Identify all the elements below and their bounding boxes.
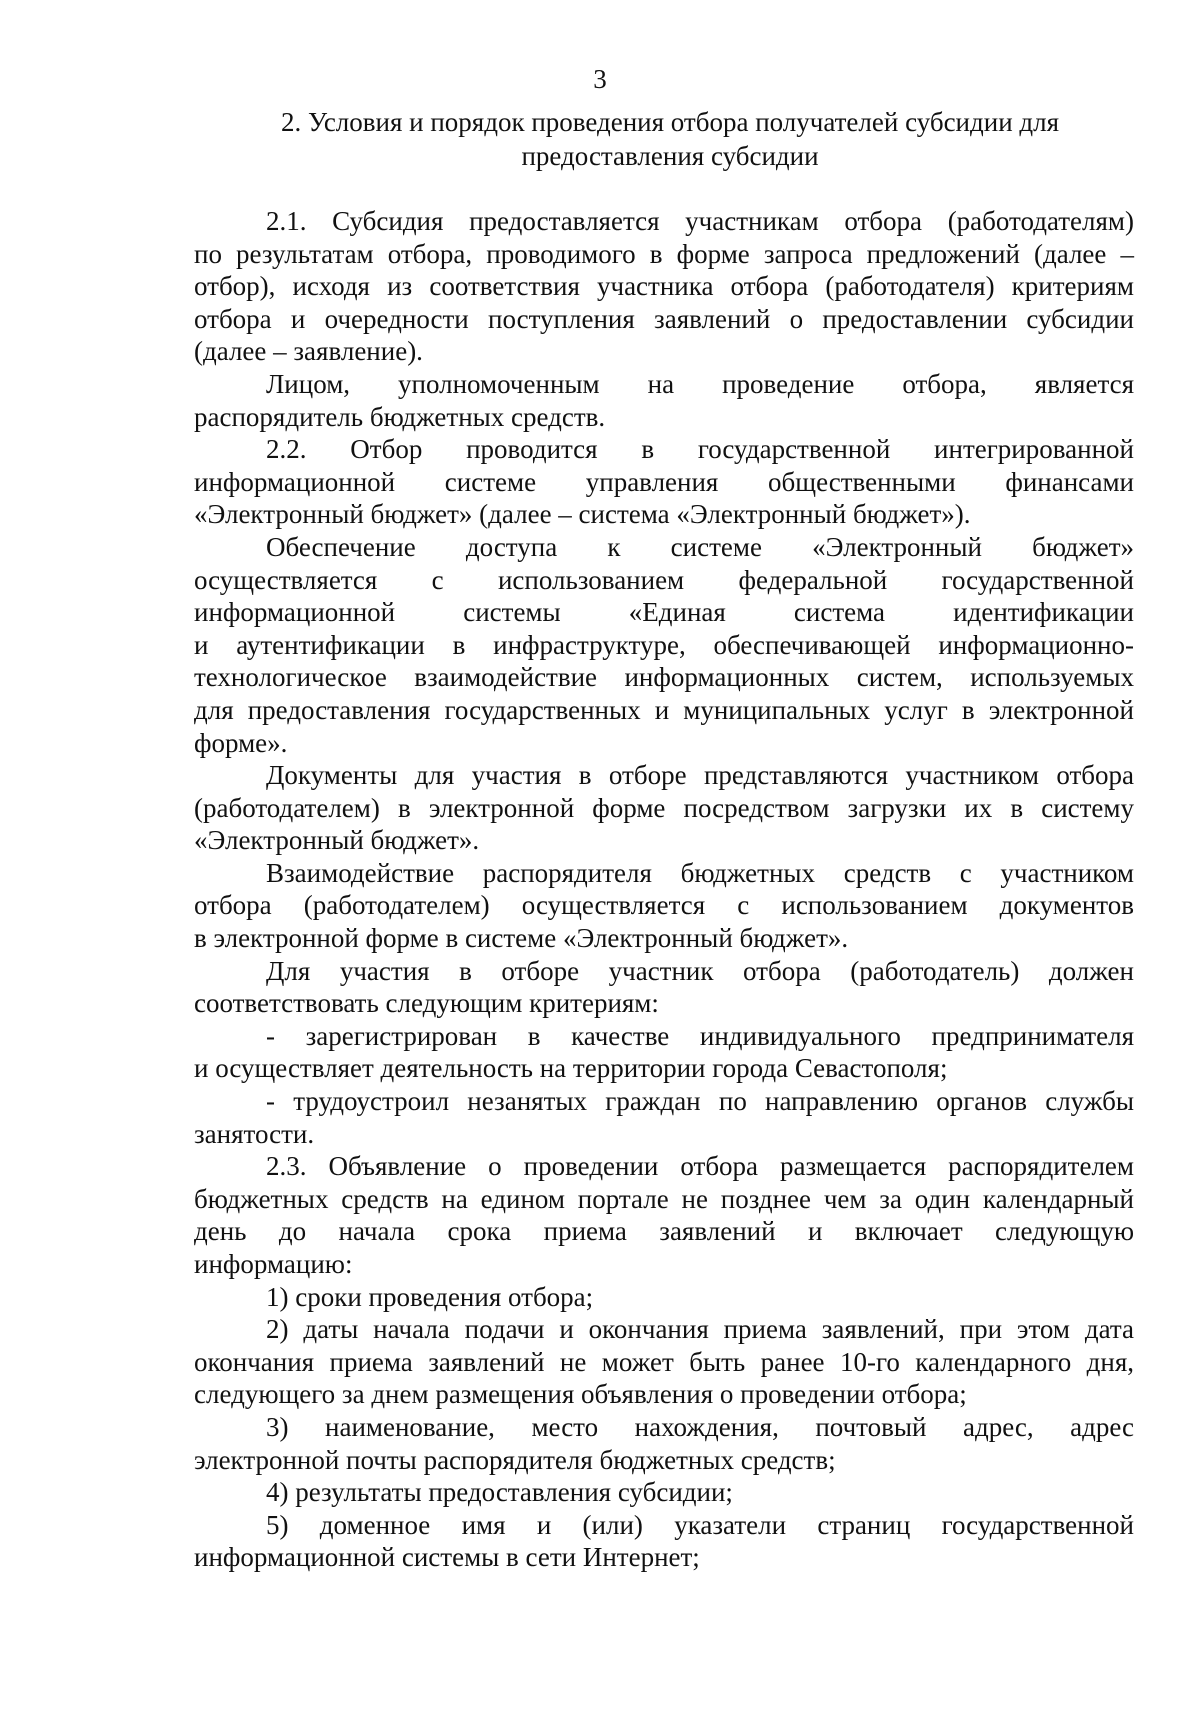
text-line: - трудоустроил незанятых граждан по направлению органов службы [266, 1086, 1134, 1117]
text-line: 4) результаты предоставления субсидии; [266, 1477, 733, 1508]
text-line: для предоставления государственных и муниципальных услуг в электронной [194, 694, 1134, 725]
text-line: Обеспечение доступа к системе «Электронный бюджет» [266, 531, 1134, 562]
list-item-1 [194, 1281, 1134, 1314]
paragraph-2-3 [194, 1150, 1134, 1280]
text-line: занятости. [194, 1118, 315, 1149]
text-line: информацию: [194, 1249, 353, 1279]
list-item-4 [194, 1476, 1134, 1509]
text-line: распорядитель бюджетных средств. [194, 401, 606, 432]
text-line: день до начала срока приема заявлений и включает следующую [194, 1216, 1134, 1247]
paragraph-2-1 [194, 205, 1134, 368]
text-line: осуществляется с использованием федеральной государственной [194, 564, 1134, 595]
text-line: информационной системе управления общественными финансами [194, 466, 1134, 497]
text-line: форме». [194, 727, 288, 758]
text-line: информационной системы в сети Интернет; [194, 1542, 700, 1573]
paragraph-authorized-person [194, 368, 1134, 433]
document-body [194, 205, 1134, 1574]
text-line: - зарегистрирован в качестве индивидуального предпринимателя [266, 1020, 1134, 1051]
text-line: «Электронный бюджет» (далее – система «Электронный бюджет»). [194, 499, 971, 530]
text-line: 2.3. Объявление о проведении отбора размещается распорядителем [266, 1151, 1134, 1182]
paragraph-criteria [194, 955, 1134, 1020]
text-line: Документы для участия в отборе представляются участником отбора [266, 760, 1134, 791]
text-line: технологическое взаимодействие информационных систем, используемых [194, 662, 1134, 693]
text-line: бюджетных средств на едином портале не позднее чем за один календарный [194, 1183, 1134, 1214]
section-title-line: предоставления субсидии [521, 141, 819, 171]
text-line: 3) наименование, место нахождения, почтовый адрес, адрес [266, 1411, 1134, 1442]
paragraph-2-2 [194, 433, 1134, 531]
criteria-item-registered [194, 1020, 1134, 1085]
text-line: 2.1. Субсидия предоставляется участникам отбора (работодателям) [266, 206, 1134, 236]
section-title [240, 105, 1100, 173]
text-line: Лицом, уполномоченным на проведение отбора, является [266, 368, 1134, 399]
criteria-item-employed [194, 1085, 1134, 1150]
text-line: отбора (работодателем) осуществляется с использованием документов [194, 890, 1134, 921]
text-line: (далее – заявление). [194, 336, 423, 367]
list-item-5 [194, 1509, 1134, 1574]
text-line: по результатам отбора, проводимого в форме запроса предложений (далее – [194, 238, 1134, 269]
text-line: Для участия в отборе участник отбора (работодатель) должен [266, 955, 1134, 986]
text-line: 2) даты начала подачи и окончания приема заявлений, при этом дата [266, 1314, 1134, 1345]
text-line: «Электронный бюджет». [194, 825, 480, 856]
text-line: 2.2. Отбор проводится в государственной интегрированной [266, 434, 1134, 465]
text-line: информационной системы «Единая система идентификации [194, 597, 1134, 628]
text-line: 5) доменное имя и (или) указатели страниц государственной [266, 1509, 1134, 1540]
text-line: 1) сроки проведения отбора; [266, 1281, 594, 1312]
text-line: (работодателем) в электронной форме посредством загрузки их в систему [194, 792, 1134, 823]
list-item-3 [194, 1411, 1134, 1476]
list-item-2 [194, 1313, 1134, 1411]
paragraph-interaction [194, 857, 1134, 955]
text-line: в электронной форме в системе «Электронный бюджет». [194, 923, 849, 954]
text-line: электронной почты распорядителя бюджетных средств; [194, 1444, 836, 1475]
text-line: Взаимодействие распорядителя бюджетных средств с участником [266, 857, 1134, 888]
text-line: соответствовать следующим критериям: [194, 988, 659, 1019]
text-line: и аутентификации в инфраструктуре, обеспечивающей информационно- [194, 629, 1134, 660]
text-line: отбор), исходя из соответствия участника отбора (работодателя) критериям [194, 271, 1134, 302]
paragraph-access [194, 531, 1134, 759]
text-line: следующего за днем размещения объявления о проведении отбора; [194, 1379, 967, 1410]
text-line: окончания приема заявлений не может быть ранее 10-го календарного дня, [194, 1346, 1134, 1377]
text-line: отбора и очередности поступления заявлений о предоставлении субсидии [194, 303, 1134, 334]
paragraph-documents [194, 759, 1134, 857]
section-title-line: 2. Условия и порядок проведения отбора получателей субсидии для [280, 107, 1060, 137]
page-number: 3 [593, 64, 607, 94]
text-line: и осуществляет деятельность на территории города Севастополя; [194, 1053, 948, 1084]
